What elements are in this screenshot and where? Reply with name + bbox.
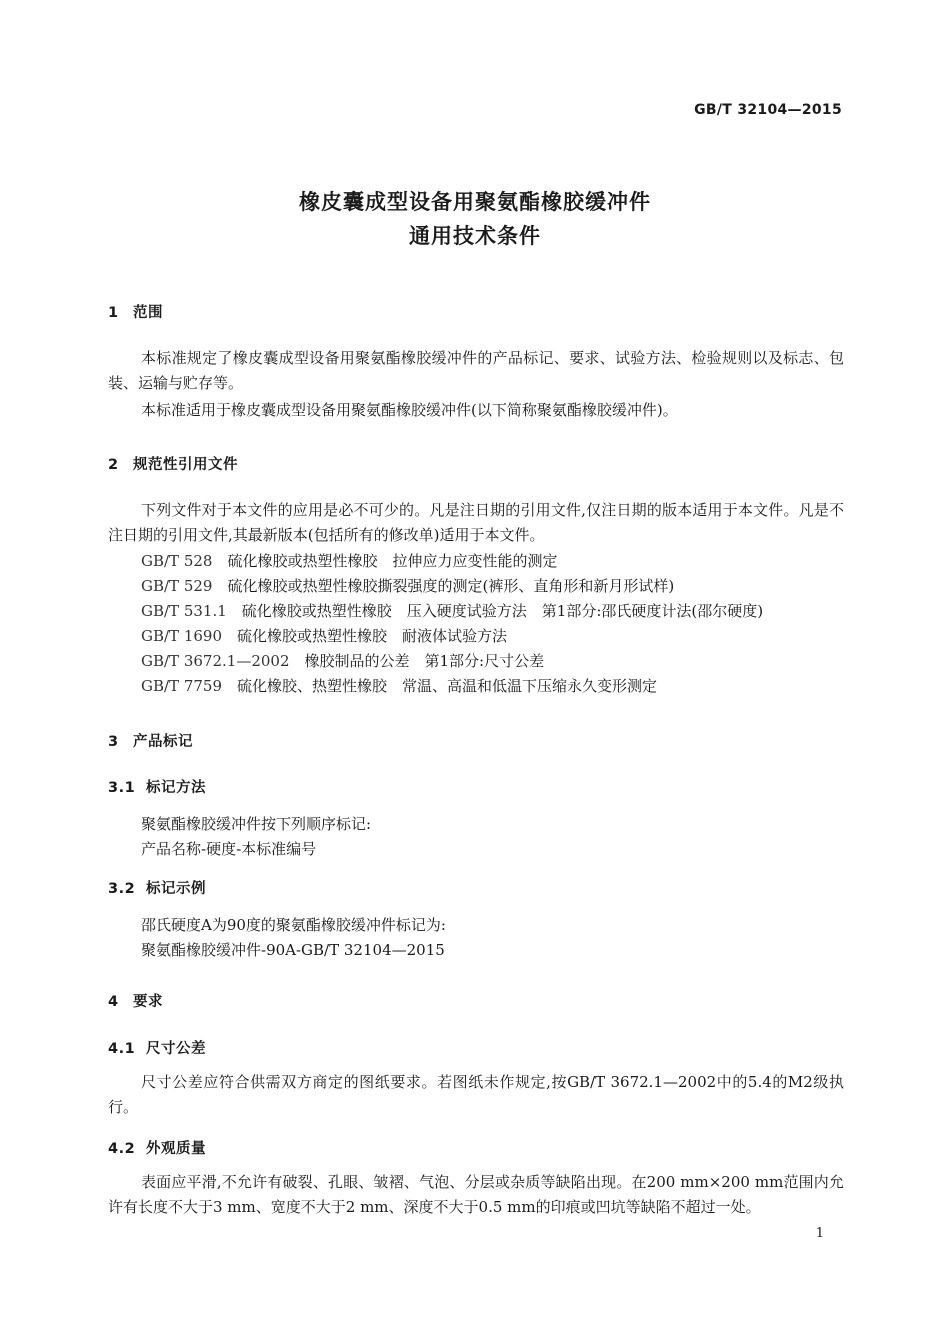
- section-title: 规范性引用文件: [133, 457, 238, 473]
- reference-title: 硫化橡胶或热塑性橡胶 拉伸应力应变性能的测定: [227, 552, 558, 570]
- marking-example-line-2: 聚氨酯橡胶缓冲件-90A-GB/T 32104—2015: [141, 941, 445, 959]
- section-number: 1: [108, 305, 119, 321]
- section-1-paragraph-1: 本标准规定了橡皮囊成型设备用聚氨酯橡胶缓冲件的产品标记、要求、试验方法、检验规则以及标志、包装、运输与贮存等。: [108, 349, 844, 392]
- subsection-title: 标记示例: [146, 881, 206, 897]
- subsection-number: 3.2: [108, 881, 136, 897]
- reference-code: GB/T 3672.1—2002: [141, 652, 290, 670]
- reference-code: GB/T 531.1: [141, 602, 227, 620]
- subsection-3-1-heading: [108, 776, 206, 797]
- subsection-title: 外观质量: [146, 1141, 206, 1157]
- section-1-paragraph-2: 本标准适用于橡皮囊成型设备用聚氨酯橡胶缓冲件(以下简称聚氨酯橡胶缓冲件)。: [141, 401, 678, 419]
- section-1-heading: [108, 301, 163, 322]
- reference-title: 硫化橡胶或热塑性橡胶 压入硬度试验方法 第1部分:邵氏硬度计法(邵尔硬度): [241, 602, 764, 620]
- section-number: 2: [108, 457, 119, 473]
- normative-reference: [141, 650, 544, 671]
- reference-code: GB/T 529: [141, 577, 213, 595]
- reference-code: GB/T 7759: [141, 677, 223, 695]
- page-number: 1: [815, 1226, 824, 1241]
- section-title: 要求: [133, 994, 163, 1010]
- reference-title: 硫化橡胶、热塑性橡胶 常温、高温和低温下压缩永久变形测定: [237, 677, 658, 695]
- normative-reference: [141, 575, 674, 596]
- subsection-4-1-heading: [108, 1037, 206, 1058]
- subsection-3-2-heading: [108, 877, 206, 898]
- reference-code: GB/T 1690: [141, 627, 223, 645]
- subsection-number: 4.2: [108, 1141, 136, 1157]
- marking-method-line-1: 聚氨酯橡胶缓冲件按下列顺序标记:: [141, 815, 372, 833]
- section-2-paragraph-1: 下列文件对于本文件的应用是必不可少的。凡是注日期的引用文件,仅注日期的版本适用于本文件。凡是不注日期的引用文件,其最新版本(包括所有的修改单)适用于本文件。: [108, 501, 844, 544]
- standard-code: GB/T 32104—2015: [694, 102, 842, 118]
- subsection-number: 3.1: [108, 780, 136, 796]
- subsection-title: 尺寸公差: [146, 1041, 206, 1057]
- reference-title: 硫化橡胶或热塑性橡胶撕裂强度的测定(裤形、直角形和新月形试样): [227, 577, 675, 595]
- section-number: 3: [108, 734, 119, 750]
- section-3-heading: [108, 730, 193, 751]
- section-4-heading: [108, 990, 163, 1011]
- reference-title: 橡胶制品的公差 第1部分:尺寸公差: [304, 652, 545, 670]
- dimension-tolerance-paragraph: 尺寸公差应符合供需双方商定的图纸要求。若图纸未作规定,按GB/T 3672.1—2002中的5.4的M2级执行。: [108, 1073, 844, 1116]
- section-2-heading: [108, 453, 238, 474]
- appearance-quality-paragraph: 表面应平滑,不允许有破裂、孔眼、皱褶、气泡、分层或杂质等缺陷出现。在200 mm×200 mm范围内允许有长度不大于3 mm、宽度不大于2 mm、深度不大于0.5 mm的印痕或凹坑等缺陷不超过一处。: [108, 1173, 844, 1216]
- subsection-number: 4.1: [108, 1041, 136, 1057]
- reference-code: GB/T 528: [141, 552, 213, 570]
- subsection-title: 标记方法: [146, 780, 206, 796]
- marking-method-line-2: 产品名称-硬度-本标准编号: [141, 840, 317, 858]
- section-title: 范围: [133, 305, 163, 321]
- document-title-line-1: 橡皮囊成型设备用聚氨酯橡胶缓冲件: [299, 190, 651, 214]
- subsection-4-2-heading: [108, 1137, 206, 1158]
- document-title-line-2: 通用技术条件: [409, 224, 541, 248]
- normative-reference: [141, 550, 558, 571]
- normative-reference: [141, 600, 763, 621]
- reference-title: 硫化橡胶或热塑性橡胶 耐液体试验方法: [237, 627, 508, 645]
- section-title: 产品标记: [133, 734, 193, 750]
- normative-reference: [141, 675, 657, 696]
- normative-reference: [141, 625, 507, 646]
- marking-example-line-1: 邵氏硬度A为90度的聚氨酯橡胶缓冲件标记为:: [141, 916, 446, 934]
- section-number: 4: [108, 994, 119, 1010]
